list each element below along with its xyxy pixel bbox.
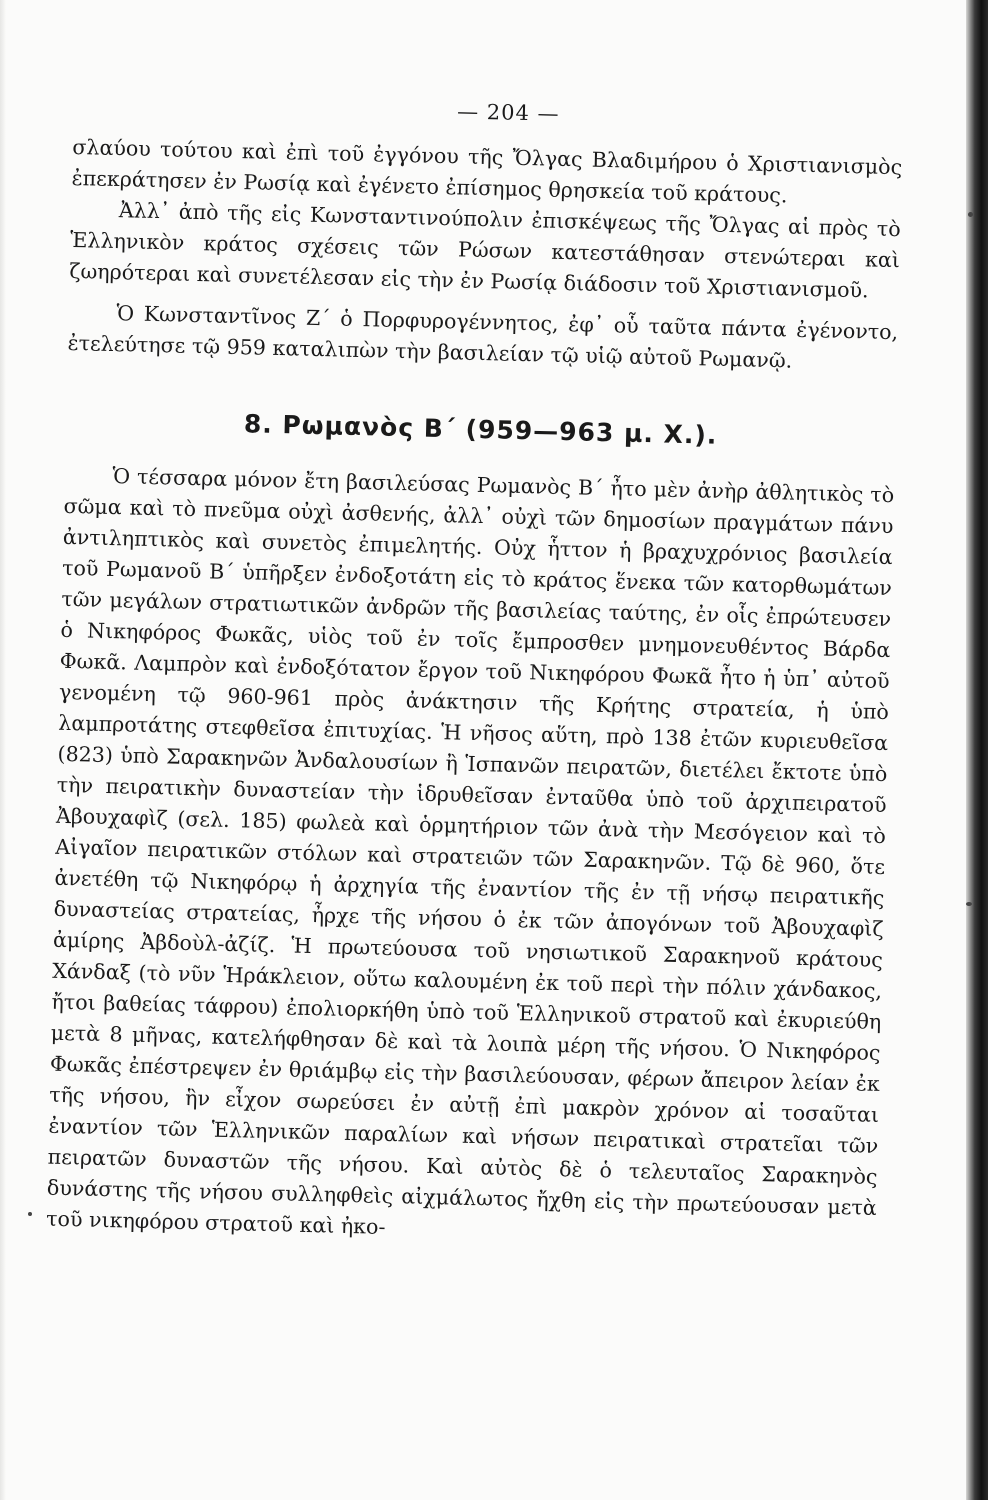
paragraph-main: Ὁ τέσσαρα μόνον ἔτη βασιλεύσας Ρωμανὸς Β΄ ἦτο μὲν ἀνὴρ ἀθλητικὸς τὸ σῶμα καὶ τὸ πνεῦμα οὐχὶ ἀσθενής, ἀλλ᾽ οὐχὶ τῶν δημοσίων πραγμάτων πάνυ ἀντιληπτικὸς καὶ συνετὸς ἐπιμελητής. Οὐχ ἧττον ἡ βραχυχρόνιος βασιλεία τοῦ Ρωμανοῦ Β΄ ὑπῆρξεν ἐνδοξοτάτη εἰς τὸ κράτος ἕνεκα τῶν κατορθωμάτων τῶν μεγάλων στρατιωτικῶν ἀνδρῶν τῆς βασιλείας ταύτης, ἐν οἷς ἐπρώτευσεν ὁ Νικηφόρος Φωκᾶς, υἱὸς τοῦ ἐν τοῖς ἔμπροσθεν μνημονευθέντος Βάρδα Φωκᾶ. Λαμπρὸν καὶ ἐνδοξότατον ἔργον τοῦ Νικηφόρου Φωκᾶ ἦτο ἡ ὑπ᾽ αὐτοῦ γενομένη τῷ 960-961 πρὸς ἀνάκτησιν τῆς Κρήτης στρατεία, ἡ ὑπὸ λαμπροτάτης στεφθεῖσα ἐπιτυχίας. Ἡ νῆσος αὕτη, πρὸ 138 ἐτῶν κυριευθεῖσα (823) ὑπὸ Σαρακηνῶν Ἀνδαλουσίων ἢ Ἱσπανῶν πειρατῶν, διετέλει ἔκτοτε ὑπὸ τὴν πειρατικὴν δυναστείαν τὴν ἱδρυθεῖσαν ἐνταῦθα ὑπὸ τοῦ ἀρχιπειρατοῦ Ἀβουχαφὶζ (σελ. 185) φωλεὰ καὶ ὁρμητήριον τῶν ἀνὰ τὴν Μεσόγειον καὶ τὸ Αἰγαῖον πειρατικῶν στόλων καὶ στρατειῶν τῶν Σαρακηνῶν. Τῷ δὲ 960, ὅτε ἀνετέθη τῷ Νικηφόρῳ ἡ ἀρχηγία τῆς ἐναντίον τῆς ἐν τῇ νήσῳ πειρατικῆς δυναστείας στρατείας, ἦρχε τῆς νήσου ὁ ἐκ τῶν ἀπογόνων τοῦ Ἀβουχαφὶζ ἀμίρης Ἀβδοὺλ-ἀζίζ. Ἡ πρωτεύουσα τοῦ νησιωτικοῦ Σαρακηνοῦ κράτους Χάνδαξ (τὸ νῦν Ἡράκλειον, οὕτω καλουμένη ἐκ τοῦ περὶ τὴν πόλιν χάνδακος, ἤτοι βαθείας τάφρου) ἐπολιορκήθη ὑπὸ τοῦ Ἑλληνικοῦ στρατοῦ καὶ ἐκυριεύθη μετὰ 8 μῆνας, κατελήφθησαν δὲ καὶ τὰ λοιπὰ μέρη τῆς νήσου. Ὁ Νικηφόρος Φωκᾶς ἐπέστρεψεν ἐν θριάμβῳ εἰς τὴν βασιλεύουσαν, φέρων ἄπειρον λείαν ἐκ τῆς νήσου, ἣν εἶχον σωρεύσει ἐν αὐτῇ ἐπὶ μακρὸν χρόνον αἱ τοσαῦται ἐναντίον τῶν Ἑλληνικῶν παραλίων καὶ νήσων πειρατικαὶ στρατεῖαι τῶν πειρατῶν δυναστῶν τῆς νήσου. Καὶ αὐτὸς δὲ ὁ τελευταῖος Σαρακηνὸς δυνάστης τῆς νήσου συλληφθεὶς αἰχμάλωτος ἤχθη εἰς τὴν πρωτεύουσαν μετὰ τοῦ νικηφόρου στρατοῦ καὶ ἠκο-: [45, 464, 895, 1239]
paragraph-2: Ἀλλ᾽ ἀπὸ τῆς εἰς Κωνσταντινούπολιν ἐπισκέψεως τῆς Ὄλγας αἱ πρὸς τὸ Ἑλληνικὸν κράτος σχέσεις τῶν Ρώσων κατεστάθησαν στενώτεραι καὶ ζωηρότεραι καὶ συνετέλεσαν εἰς τὴν ἐν Ρωσίᾳ διάδοσιν τοῦ Χριστιανισμοῦ.: [69, 198, 901, 303]
paragraph-1: σλαύου τούτου καὶ ἐπὶ τοῦ ἐγγόνου τῆς Ὄλγας Βλαδιμήρου ὁ Χριστιανισμὸς ἐπεκράτησεν ἐν Ρωσίᾳ καὶ ἐγένετο ἐπίσημος θρησκεία τοῦ κράτους.: [71, 134, 903, 208]
paragraph-3: Ὁ Κωνσταντῖνος Ζ΄ ὁ Πορφυρογέννητος, ἐφ᾽ οὗ ταῦτα πάντα ἐγένοντο, ἐτελεύτησε τῷ 959 καταλιπὼν τὴν βασιλείαν τῷ υἱῷ αὐτοῦ Ρωμανῷ.: [67, 301, 899, 373]
section-heading: 8. Ρωμανὸς Β΄ (959—963 μ. Χ.).: [243, 409, 718, 450]
page-text-block: [46, 0, 906, 1255]
ink-speck: [28, 1212, 32, 1216]
page-left-edge: [0, 0, 6, 1500]
ink-speck: [968, 212, 973, 217]
page-number: — 204 —: [456, 99, 560, 126]
ink-speck: [966, 902, 972, 906]
book-binding-edge: [966, 0, 988, 1500]
